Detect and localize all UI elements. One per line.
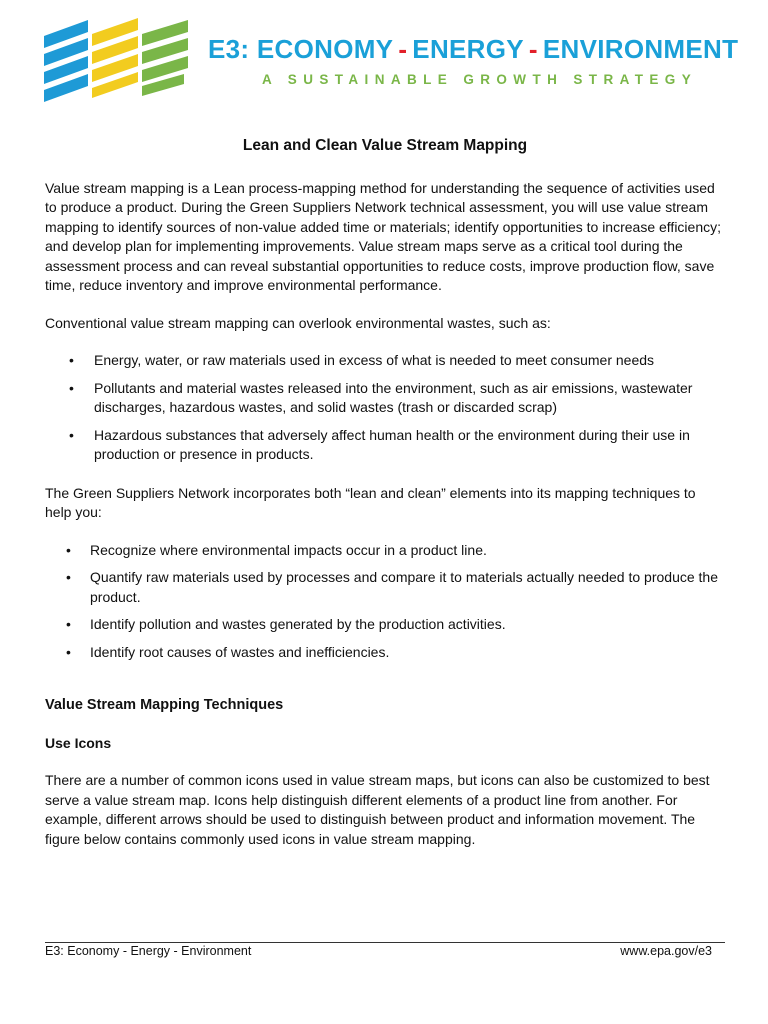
brand-title-dash-1: - [398,34,408,64]
list-item: • Pollutants and material wastes released into the environment, such as air emissions, wastewater discharges, hazardous wastes, and solid wastes (trash or discarded scrap) [45,379,725,418]
footer-url: www.epa.gov/e3 [620,944,712,958]
list-item: • Energy, water, or raw materials used in excess of what is needed to meet consumer needs [45,351,725,371]
document-title: Lean and Clean Value Stream Mapping [242,137,528,154]
brand-title-part-1: E3: ECONOMY [208,34,394,64]
section-heading: Value Stream Mapping Techniques [45,697,284,713]
subsection-heading: Use Icons [45,734,112,751]
gsn-paragraph: The Green Suppliers Network incorporates both “lean and clean” elements into its mapping techniques to help you: [45,484,696,520]
brand-tagline: A SUSTAINABLE GROWTH STRATEGY [262,72,698,87]
footer-title: E3: Economy - Energy - Environment [45,944,252,958]
benefits-list [45,541,725,663]
brand-title-part-2: ENERGY [412,34,524,64]
list-item: • Hazardous substances that adversely affect human health or the environment during their use in production or presence in products. [45,426,725,465]
footer-divider [45,942,725,943]
conventional-paragraph: Conventional value stream mapping can overlook environmental wastes, such as: [45,314,551,331]
list-item: • Identify pollution and wastes generated by the production activities. [45,615,725,635]
list-item: • Quantify raw materials used by processes and compare it to materials actually needed to produce the product. [45,568,725,607]
wastes-list [45,351,725,465]
document-body [45,136,725,867]
brand-title [208,34,738,65]
list-item: • Recognize where environmental impacts occur in a product line. [45,541,725,561]
page-header [0,0,768,120]
list-item: • Identify root causes of wastes and inefficiencies. [45,643,725,663]
e3-striped-flag-logo-icon [44,18,188,104]
icons-paragraph: There are a number of common icons used in value stream maps, but icons can also be customized to best serve a value stream map. Icons help distinguish different elements of a product line from another. For example, different arrows should be used to distinguish between product and information movement. The figure below contains commonly used icons in value stream mapping. [45,772,710,847]
intro-paragraph: Value stream mapping is a Lean process-mapping method for understanding the sequence of activities used to produce a product. During the Green Suppliers Network technical assessment, you will use value stream mapping to identify sources of non-value added time or materials; identify opportunities to increase efficiency; and develop plan for implementing improvements. Value stream maps serve as a critical tool during the assessment process and can reveal substantial opportunities to reduce costs, improve production flow, save time, reduce inventory and improve environmental performance. [45,179,721,293]
brand-title-part-3: ENVIRONMENT [542,34,739,64]
brand-title-dash-2: - [528,34,538,64]
